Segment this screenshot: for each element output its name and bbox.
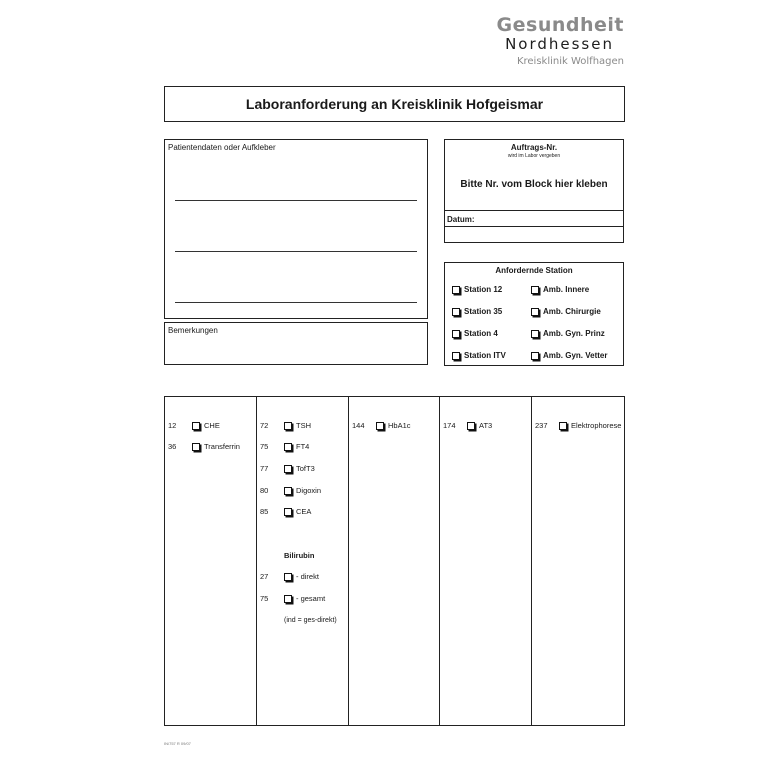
checkbox-icon[interactable] <box>284 487 292 495</box>
test-label: TSH <box>296 421 311 430</box>
requesting-station-box <box>444 262 624 366</box>
order-divider-1 <box>445 210 623 211</box>
station-option-label: Amb. Innere <box>543 285 590 294</box>
test-toft3[interactable] <box>260 464 315 473</box>
test-hba1c[interactable] <box>352 421 411 430</box>
test-code: 27 <box>260 572 269 581</box>
test-label: Transferrin <box>204 442 240 451</box>
column-divider <box>348 397 349 725</box>
station-option-4[interactable] <box>452 329 498 338</box>
logo-line-2: Nordhessen <box>505 35 614 53</box>
checkbox-icon[interactable] <box>531 286 539 294</box>
bilirubin-note: (ind = ges-direkt) <box>284 617 337 624</box>
patient-line-2 <box>175 251 417 252</box>
station-option-label: Station ITV <box>464 351 506 360</box>
checkbox-icon[interactable] <box>452 308 460 316</box>
test-label: Elektrophorese <box>571 421 622 430</box>
station-option-label: Amb. Gyn. Prinz <box>543 329 605 338</box>
test-label: AT3 <box>479 421 493 430</box>
test-transferrin[interactable] <box>168 442 240 451</box>
station-option-label: Station 12 <box>464 285 503 294</box>
column-divider <box>439 397 440 725</box>
station-option-itv[interactable] <box>452 351 506 360</box>
test-code: 80 <box>260 486 269 495</box>
station-option-amb-chirurgie[interactable] <box>531 307 601 316</box>
order-number-title: Auftrags-Nr. <box>510 143 558 152</box>
test-label: - direkt <box>296 572 319 581</box>
station-option-label: Station 4 <box>464 329 498 338</box>
checkbox-icon[interactable] <box>284 595 292 603</box>
test-code: 75 <box>260 442 269 451</box>
test-label: - gesamt <box>296 594 326 603</box>
test-code: 12 <box>168 421 177 430</box>
column-divider <box>256 397 257 725</box>
checkbox-icon[interactable] <box>376 422 384 430</box>
test-request-grid <box>164 396 625 726</box>
station-option-amb-innere[interactable] <box>531 285 589 294</box>
column-divider <box>531 397 532 725</box>
test-label: TofT3 <box>296 464 315 473</box>
test-code: 77 <box>260 464 269 473</box>
patient-line-3 <box>175 302 417 303</box>
test-code: 85 <box>260 507 269 516</box>
test-label: FT4 <box>296 442 310 451</box>
test-code: 36 <box>168 442 177 451</box>
remarks-label: Bemerkungen <box>168 326 218 335</box>
date-label[interactable]: Datum: <box>447 215 475 224</box>
checkbox-icon[interactable] <box>192 443 200 451</box>
test-elektrophorese[interactable] <box>535 421 621 430</box>
order-number-instruction: Bitte Nr. vom Block hier kleben <box>460 179 608 190</box>
checkbox-icon[interactable] <box>531 330 539 338</box>
bilirubin-heading: Bilirubin <box>284 551 315 560</box>
checkbox-icon[interactable] <box>284 508 292 516</box>
test-code: 174 <box>443 421 456 430</box>
station-title: Anfordernde Station <box>495 266 573 275</box>
checkbox-icon[interactable] <box>531 308 539 316</box>
station-option-label: Amb. Gyn. Vetter <box>543 351 608 360</box>
form-code: IN/757 R 09/07 <box>164 741 191 746</box>
logo-line-1: Gesundheit <box>496 14 624 36</box>
test-code: 237 <box>535 421 548 430</box>
checkbox-icon[interactable] <box>192 422 200 430</box>
test-label: Digoxin <box>296 486 322 495</box>
checkbox-icon[interactable] <box>452 286 460 294</box>
patient-line-1 <box>175 200 417 201</box>
test-label: CHE <box>204 421 220 430</box>
test-bilirubin-gesamt[interactable] <box>260 594 325 603</box>
test-tsh[interactable] <box>260 421 311 430</box>
station-option-35[interactable] <box>452 307 502 316</box>
checkbox-icon[interactable] <box>284 443 292 451</box>
test-code: 75 <box>260 594 269 603</box>
test-at3[interactable] <box>443 421 492 430</box>
checkbox-icon[interactable] <box>284 573 292 581</box>
test-digoxin[interactable] <box>260 486 321 495</box>
checkbox-icon[interactable] <box>452 352 460 360</box>
station-option-label: Station 35 <box>464 307 503 316</box>
test-ft4[interactable] <box>260 442 309 451</box>
checkbox-icon[interactable] <box>531 352 539 360</box>
test-bilirubin-direkt[interactable] <box>260 572 319 581</box>
logo-line-3: Kreisklinik Wolfhagen <box>516 56 624 67</box>
test-che[interactable] <box>168 421 220 430</box>
test-code: 144 <box>352 421 365 430</box>
form-title: Laboranforderung an Kreisklinik Hofgeismar <box>245 96 544 112</box>
patient-data-field[interactable] <box>164 139 428 319</box>
test-code: 72 <box>260 421 269 430</box>
order-number-box <box>444 139 624 243</box>
test-label: HbA1c <box>388 421 411 430</box>
checkbox-icon[interactable] <box>559 422 567 430</box>
checkbox-icon[interactable] <box>452 330 460 338</box>
station-option-12[interactable] <box>452 285 502 294</box>
patient-data-label: Patientendaten oder Aufkleber <box>168 143 276 152</box>
station-option-amb-gyn-prinz[interactable] <box>531 329 605 338</box>
checkbox-icon[interactable] <box>284 465 292 473</box>
checkbox-icon[interactable] <box>284 422 292 430</box>
station-option-amb-gyn-vetter[interactable] <box>531 351 607 360</box>
test-cea[interactable] <box>260 507 311 516</box>
checkbox-icon[interactable] <box>467 422 475 430</box>
order-number-subtitle: wird im Labor vergeben <box>507 153 561 159</box>
test-label: CEA <box>296 507 312 516</box>
station-option-label: Amb. Chirurgie <box>543 307 601 316</box>
remarks-field[interactable] <box>164 322 428 365</box>
clinic-logo <box>497 14 624 69</box>
form-title-box <box>164 86 625 122</box>
order-divider-2 <box>445 226 623 227</box>
